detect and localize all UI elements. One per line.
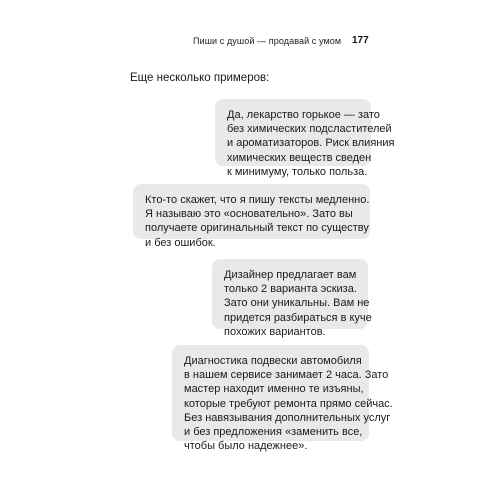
bubble-line: без химических подсластителей (227, 123, 392, 136)
bubble-line: получаете оригинальный текст по существу (145, 222, 369, 235)
bubble-line: Я называю это «основательно». Зато вы (145, 208, 353, 221)
bubble-line: Дизайнер предлагает вам (224, 269, 357, 281)
bubble-line: Кто-то скажет, что я пишу тексты медленно. (145, 194, 370, 206)
bubble-line: химических веществ сведен (227, 151, 372, 164)
bubble-line: Диагностика подвески автомобиля (184, 355, 362, 367)
bubble-line: Зато они уникальны. Вам не (224, 297, 370, 310)
bubble-line: и ароматизаторов. Риск влияния (227, 137, 395, 150)
bubble-line: мастер находит именно те изъяны, (184, 383, 364, 396)
bubble-line: Да, лекарство горькое — зато (227, 109, 380, 121)
bubble-line: придется разбираться в куче (224, 311, 372, 324)
bubble-line: в нашем сервисе занимает 2 часа. Зато (184, 369, 389, 382)
message-bubble (215, 99, 395, 178)
bubble-line: чтобы было надежнее». (184, 440, 308, 453)
message-bubble (212, 259, 372, 338)
bubble-line: только 2 варианта эскиза. (224, 283, 357, 296)
running-title: Пиши с душой — продавай с умом (193, 36, 342, 46)
bubble-line: которые требуют ремонта прямо сейчас. (184, 397, 393, 410)
message-bubble (133, 184, 370, 249)
message-bubble (172, 345, 393, 453)
page-number: 177 (352, 35, 369, 46)
bubble-line: Без навязывания дополнительных услуг (184, 411, 391, 424)
bubble-line: и без предложения «заменить все, (184, 426, 363, 439)
bubble-line: похожих вариантов. (224, 325, 326, 338)
bubble-line: и без ошибок. (145, 236, 216, 249)
intro-text: Еще несколько примеров: (130, 72, 270, 84)
bubble-line: к минимуму, только польза. (227, 165, 368, 178)
